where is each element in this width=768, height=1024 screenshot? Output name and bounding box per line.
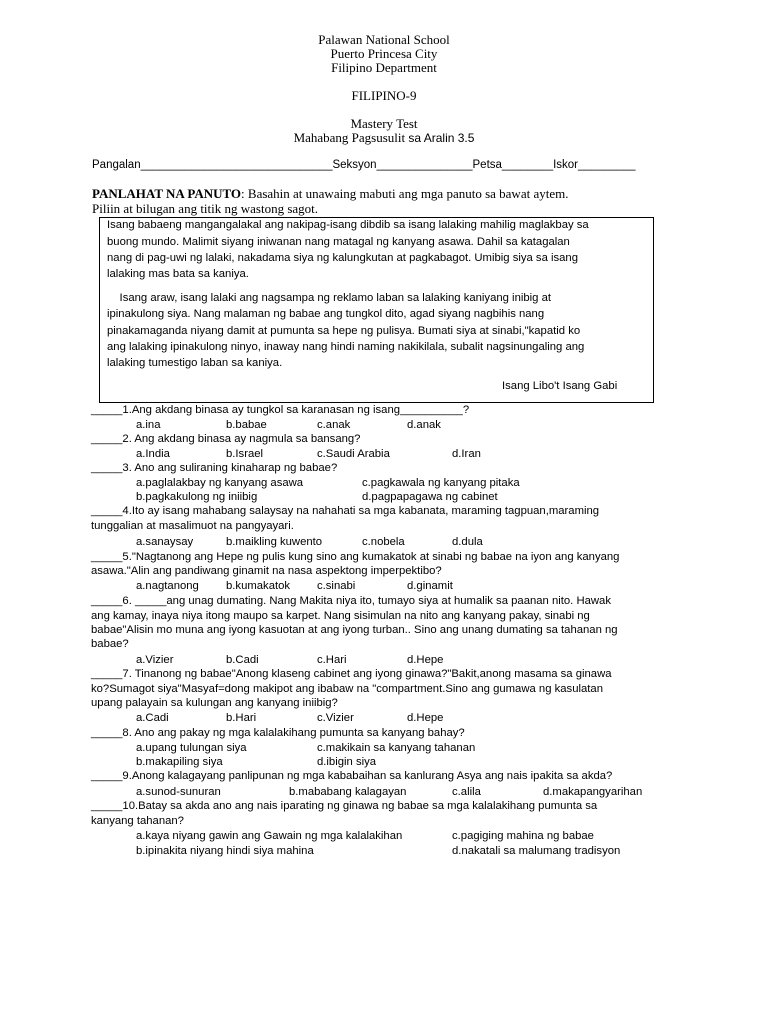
question-8-choice-d[interactable]: d.ibigin siya: [317, 756, 377, 768]
question-6-choice-b[interactable]: b.Cadi: [226, 654, 259, 666]
question-1-choice-d[interactable]: d.anak: [407, 419, 441, 431]
question-2-choice-c[interactable]: c.Saudi Arabia: [317, 448, 390, 460]
question-10-choice-b[interactable]: b.ipinakita niyang hindi siya mahina: [136, 845, 314, 857]
question-3-choice-b[interactable]: b.pagkakulong ng iniibig: [136, 491, 258, 503]
question-6-stem: babae"Alisin mo muna ang iyong kasuotan at ang iyong turban.. Sino ang unang dumating sa tahanan ng: [91, 624, 618, 636]
passage-line: lalaking mas bata sa kaniya.: [107, 268, 249, 280]
instructions-label: PANLAHAT NA PANUTO: [92, 186, 242, 201]
question-8-choice-c[interactable]: c.makikain sa kanyang tahanan: [317, 742, 476, 754]
question-3-choice-a[interactable]: a.paglalakbay ng kanyang asawa: [136, 477, 304, 489]
question-5-stem: asawa."Alin ang pandiwang ginamit na nasa aspektong imperpektibo?: [91, 565, 442, 577]
question-1-choice-a[interactable]: a.ina: [136, 419, 161, 431]
passage-line: Isang araw, isang lalaki ang nagsampa ng reklamo laban sa lalaking kaniyang inibig at: [107, 292, 551, 304]
question-5-choice-d[interactable]: d.ginamit: [407, 580, 453, 592]
instructions: [92, 186, 568, 202]
passage-line: buong mundo. Malimit siyang iniwanan nang matagal ng kanyang asawa. Dahil sa katagalan: [107, 236, 570, 248]
test-type: Mastery Test: [350, 116, 418, 131]
question-9-stem: _____9.Anong kalagayang panlipunan ng mga kababaihan sa kanlurang Asya ang nais ipakita sa akda?: [91, 770, 613, 782]
question-6-stem: _____6. _____ang unag dumating. Nang Makita niya ito, tumayo siya at humalik sa paanan nito. Hawak: [91, 595, 611, 607]
question-7-stem: _____7. Tinanong ng babae"Anong klaseng cabinet ang iyong ginawa?"Bakit,anong masama sa ginawa: [91, 668, 612, 680]
question-8-stem: _____8. Ano ang pakay ng mga kalalakihang pumunta sa kanyang bahay?: [91, 727, 465, 739]
question-7-choice-c[interactable]: c.Vizier: [317, 712, 354, 724]
school-city: Puerto Princesa City: [330, 46, 438, 61]
question-10-stem: kanyang tahanan?: [91, 815, 184, 827]
question-5-choice-a[interactable]: a.nagtanong: [136, 580, 199, 592]
test-title-main: Mahabang Pagsusulit: [293, 130, 409, 145]
question-4-choice-a[interactable]: a.sanaysay: [136, 536, 194, 548]
question-6-stem: babae?: [91, 638, 129, 650]
passage-line: Isang babaeng mangangalakal ang nakipag-isang dibdib sa isang lalaking mahilig maglakbay sa: [107, 219, 589, 231]
passage-line: pinakamaganda niyang damit at pumunta sa hepe ng pulisya. Bumati siya at sinabi,"kapatid ko: [107, 325, 581, 337]
school-name: Palawan National School: [318, 32, 450, 47]
question-9-choice-a[interactable]: a.sunod-sunuran: [136, 786, 221, 798]
question-7-stem: upang palayain sa kulungan ang kanyang iniibig?: [91, 697, 338, 709]
question-7-stem: ko?Sumagot siya"Masyaf=dong makipot ang ibabaw na "compartment.Sino ang gumawa ng kasulatan: [91, 683, 603, 695]
question-6-choice-c[interactable]: c.Hari: [317, 654, 347, 666]
question-8-choice-b[interactable]: b.makapiling siya: [136, 756, 223, 768]
question-2-choice-b[interactable]: b.Israel: [226, 448, 264, 460]
question-7-choice-a[interactable]: a.Cadi: [136, 712, 169, 724]
question-4-stem: _____4.Ito ay isang mahabang salaysay na nahahati sa mga kabanata, maraming tagpuan,maraming: [91, 505, 600, 517]
question-4-stem: tunggalian at masalimuot na pangyayari.: [91, 520, 294, 532]
student-info-line: Pangalan______________________________Seksyon_______________Petsa________Iskor_________: [92, 159, 636, 171]
question-10-choice-d[interactable]: d.nakatali sa malumang tradisyon: [452, 845, 621, 857]
question-2-stem: _____2. Ang akdang binasa ay nagmula sa bansang?: [91, 433, 361, 445]
question-10-stem: _____10.Batay sa akda ano ang nais iparating ng ginawa ng babae sa mga kalalakihang pumunta sa: [91, 800, 598, 812]
instructions-text-2: Piliin at bilugan ang titik ng wastong sagot.: [92, 201, 319, 216]
passage-line: nang di pag-uwi ng lalaki, nakadama siya ng kalungkutan at pagkabagot. Umibig siya sa isang: [107, 252, 578, 264]
test-title-lesson: sa Aralin 3.5: [408, 131, 475, 145]
question-8-choice-a[interactable]: a.upang tulungan siya: [136, 742, 247, 754]
question-1-choice-b[interactable]: b.babae: [226, 419, 267, 431]
question-10-choice-c[interactable]: c.pagiging mahina ng babae: [452, 830, 594, 842]
question-2-choice-d[interactable]: d.Iran: [452, 448, 481, 460]
question-6-choice-a[interactable]: a.Vizier: [136, 654, 174, 666]
question-7-choice-d[interactable]: d.Hepe: [407, 712, 444, 724]
question-10-choice-a[interactable]: a.kaya niyang gawin ang Gawain ng mga kalalakihan: [136, 830, 403, 842]
passage-box: [99, 217, 654, 403]
question-2-choice-a[interactable]: a.India: [136, 448, 170, 460]
passage-line: lalaking tumestigo laban sa kaniya.: [107, 357, 283, 369]
question-5-choice-b[interactable]: b.kumakatok: [226, 580, 291, 592]
question-9-choice-c[interactable]: c.alila: [452, 786, 481, 798]
question-6-choice-d[interactable]: d.Hepe: [407, 654, 444, 666]
subject-title: FILIPINO-9: [351, 88, 417, 103]
question-3-choice-c[interactable]: c.pagkawala ng kanyang pitaka: [362, 477, 520, 489]
passage-line: ang lalaking ipinakulong ninyo, inaway nang hindi naming nakikilala, subalit nagsinungaling ang: [107, 341, 585, 353]
passage-source: Isang Libo't Isang Gabi: [502, 380, 618, 392]
question-3-stem: _____3. Ano ang suliraning kinaharap ng babae?: [91, 462, 338, 474]
question-1-choice-c[interactable]: c.anak: [317, 419, 351, 431]
question-6-stem: ang kamay, inaya niya itong maupo sa karpet. Nang sisimulan na nito ang kanyang pakay, sinabi ng: [91, 610, 590, 622]
test-title: [0, 130, 768, 146]
department: Filipino Department: [331, 60, 437, 75]
question-9-choice-b[interactable]: b.mababang kalagayan: [289, 786, 407, 798]
question-4-choice-b[interactable]: b.maikling kuwento: [226, 536, 323, 548]
instructions-text: : Basahin at unawaing mabuti ang mga panuto sa bawat aytem.: [241, 186, 569, 201]
question-4-choice-c[interactable]: c.nobela: [362, 536, 405, 548]
question-9-choice-d[interactable]: d.makapangyarihan: [543, 786, 643, 798]
question-5-stem: _____5."Nagtanong ang Hepe ng pulis kung sino ang kumakatok at sinabi ng babae na iyon ang kanyang: [91, 551, 620, 563]
question-1-stem: _____1.Ang akdang binasa ay tungkol sa karanasan ng isang__________?: [91, 404, 470, 416]
question-4-choice-d[interactable]: d.dula: [452, 536, 483, 548]
question-3-choice-d[interactable]: d.pagpapagawa ng cabinet: [362, 491, 498, 503]
question-7-choice-b[interactable]: b.Hari: [226, 712, 257, 724]
passage-line: ipinakulong siya. Nang malaman ng babae ang tungkol dito, agad siyang nagbihis nang: [107, 308, 545, 320]
question-5-choice-c[interactable]: c.sinabi: [317, 580, 356, 592]
